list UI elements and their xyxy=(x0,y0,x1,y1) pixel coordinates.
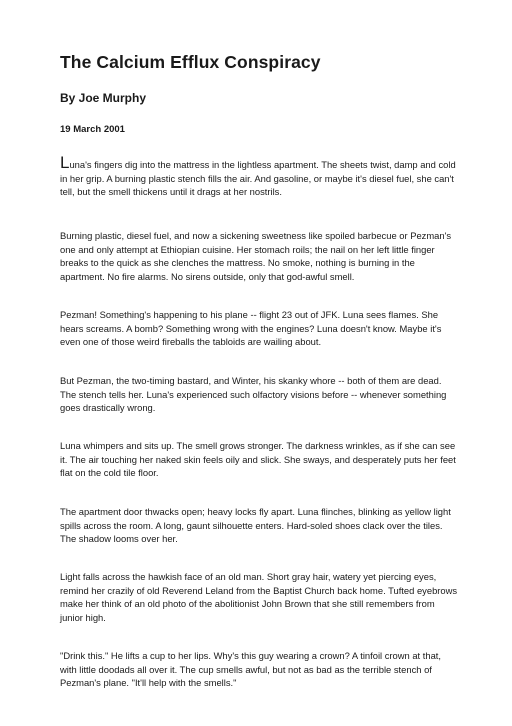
paragraph-7: Light falls across the hawkish face of an old man. Short gray hair, watery yet piercing eyes, remind her crazily of old Reverend Leland from the Baptist Church back home. Tufted eyebrows make her think of an old photo of the abolitionist John Brown that she still remembers from junior high. xyxy=(60,571,458,623)
paragraph-2: Burning plastic, diesel fuel, and now a sickening sweetness like spoiled barbecue or Pezman's one and only attempt at Ethiopian cuisine. Her stomach roils; the nail on her left little finger breaks to the quick as she clenches the mattress. No smoke, nothing is burning in the apartment. No fire alarms. No sirens outside, only that god-awful smell. xyxy=(60,230,452,282)
paragraph-1-text: una's fingers dig into the mattress in the lightless apartment. The sheets twist, damp and cold in her grip. A burning plastic stench fills the air. And gasoline, or maybe it's diesel fuel, she can't tell, but the smell thickens until it drags at her nostrils. xyxy=(60,159,456,198)
paragraph-1 xyxy=(60,153,458,199)
article-title: The Calcium Efflux Conspiracy xyxy=(60,52,321,72)
paragraph-6: The apartment door thwacks open; heavy locks fly apart. Luna flinches, blinking as yellow light spills across the room. A long, gaunt silhouette enters. Hard-soled shoes clack over the tiles. The shadow looms over her. xyxy=(60,506,451,545)
paragraph-4: But Pezman, the two-timing bastard, and Winter, his skanky whore -- both of them are dead. The stench tells her. Luna's experienced such olfactory visions before -- whenever something goes drastically wrong. xyxy=(60,375,447,414)
article-byline: By Joe Murphy xyxy=(60,91,147,105)
paragraph-8: "Drink this." He lifts a cup to her lips. Why's this guy wearing a crown? A tinfoil crown at that, with little doodads all over it. The cup smells awful, but not as bad as the terrible stench of Pezman's plane. "It'll help with the smells." xyxy=(60,650,441,689)
paragraph-3: Pezman! Something's happening to his plane -- flight 23 out of JFK. Luna sees flames. She hears screams. A bomb? Something wrong with the engines? Luna doesn't know. Maybe it's even one of those weird fireballs the tabloids are wailing about. xyxy=(60,309,442,348)
paragraph-5: Luna whimpers and sits up. The smell grows stronger. The darkness wrinkles, as if she can see it. The air touching her naked skin feels oily and slick. She sways, and desperately puts her feet flat on the cold tile floor. xyxy=(60,440,456,479)
drop-cap: L xyxy=(60,153,70,172)
article-date: 19 March 2001 xyxy=(60,124,125,135)
